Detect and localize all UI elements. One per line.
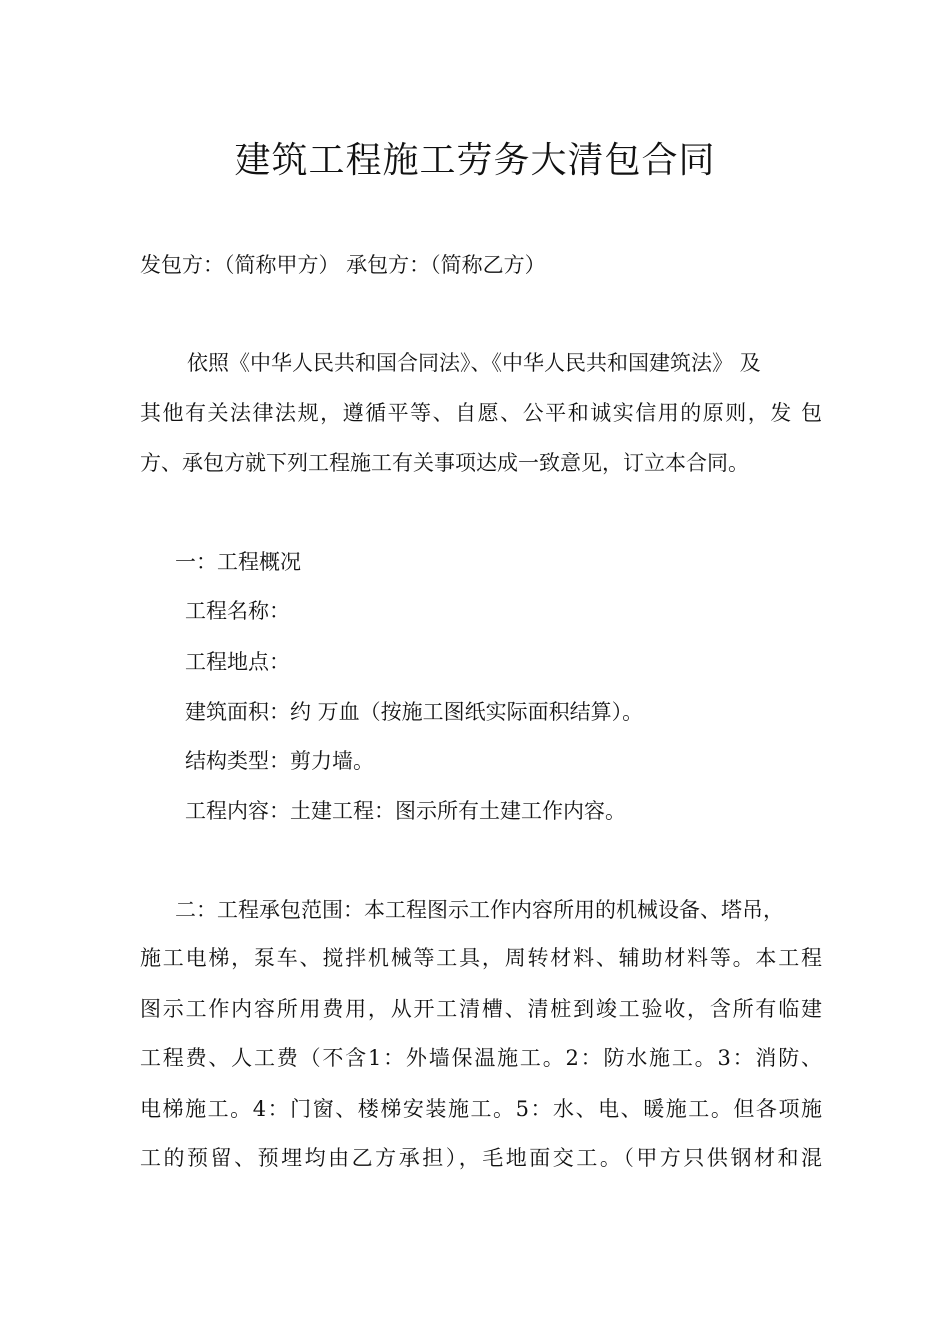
preamble-line: 依照《中华人民共和国合同法》、《中华人民共和国建筑法》 及 xyxy=(187,351,761,375)
overview-item: 工程地点： xyxy=(185,650,290,674)
scope-line: 二：工程承包范围：本工程图示工作内容所用的机械设备、塔吊， xyxy=(175,898,784,922)
preamble-line: 方、承包方就下列工程施工有关事项达成一致意见，订立本合同。 xyxy=(140,451,749,475)
scope-line: 施工电梯，泵车、搅拌机械等工具，周转材料、辅助材料等。本工程 xyxy=(140,946,822,970)
document-title: 建筑工程施工劳务大清包合同 xyxy=(234,140,716,181)
section-heading: 一：工程概况 xyxy=(175,550,301,574)
overview-item: 建筑面积：约 万血（按施工图纸实际面积结算）。 xyxy=(185,700,644,724)
scope-line: 工的预留、预埋均由乙方承担），毛地面交工。（甲方只供钢材和混 xyxy=(140,1146,822,1170)
scope-line: 图示工作内容所用费用，从开工清槽、清桩到竣工验收，含所有临建 xyxy=(140,997,822,1021)
parties-line: 发包方：（简称甲方） 承包方：（简称乙方） xyxy=(140,253,546,277)
scope-line: 电梯施工。4：门窗、楼梯安装施工。5：水、电、暖施工。但各项施 xyxy=(140,1097,822,1121)
preamble-line: 其他有关法律法规，遵循平等、自愿、公平和诚实信用的原则，发 包 xyxy=(140,401,822,425)
overview-item: 结构类型：剪力墙。 xyxy=(185,749,374,773)
overview-item: 工程名称： xyxy=(185,599,290,623)
scope-line: 工程费、人工费（不含1：外墙保温施工。2：防水施工。3：消防、 xyxy=(140,1046,822,1070)
overview-item: 工程内容：土建工程：图示所有土建工作内容。 xyxy=(185,799,626,823)
